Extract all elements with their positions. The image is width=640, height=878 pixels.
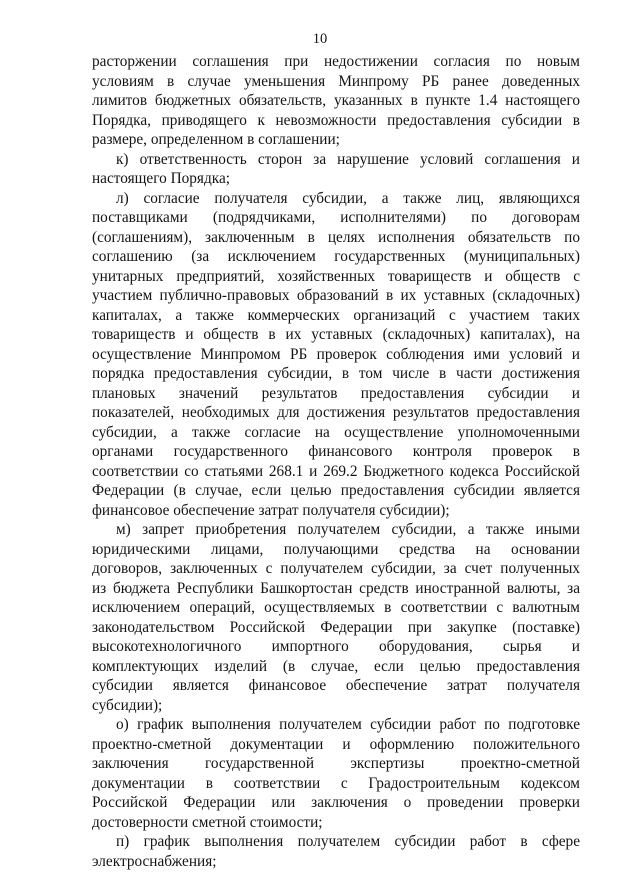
- text-line: субсидии, а также согласие на осуществление уполномоченными: [92, 423, 580, 441]
- text-line: субсидии является финансовое обеспечение затрат получателя: [92, 677, 580, 694]
- text-line: финансовое обеспечение затрат получателя субсидии);: [92, 501, 450, 519]
- text-line: субсидии);: [92, 696, 163, 714]
- text-line: к) ответственность сторон за нарушение условий соглашения и: [116, 150, 580, 168]
- paragraph: [92, 715, 580, 832]
- text-line: (соглашениям), заключенным в целях исполнения обязательств по: [92, 228, 580, 246]
- text-line: условиям в случае уменьшения Минпрому РБ ранее доведенных: [92, 72, 580, 90]
- text-line: исключением операций, осуществляемых в соответствии с валютным: [92, 599, 580, 616]
- text-line: комплектующих изделий (в случае, если целью предоставления: [92, 657, 580, 675]
- text-line: высокотехнологичного импортного оборудования, сырья и: [92, 638, 580, 655]
- text-line: унитарных предприятий, хозяйственных товариществ и обществ с: [92, 267, 580, 285]
- paragraph: [92, 189, 580, 521]
- text-line: показателей, необходимых для достижения результатов предоставления: [92, 404, 580, 421]
- text-line: договоров, заключенных с получателем субсидии, за счет полученных: [92, 560, 580, 577]
- text-line: настоящего Порядка;: [92, 170, 230, 187]
- paragraph: [92, 52, 580, 150]
- text-line: из бюджета Республики Башкортостан средств иностранной валюты, за: [92, 579, 580, 597]
- paragraph: [92, 520, 580, 715]
- text-line: участием публично-правовых образований в их уставных (складочных): [92, 287, 580, 304]
- paragraph: [92, 150, 580, 189]
- text-line: документации в соответствии с Градостроительным кодексом: [92, 774, 580, 792]
- text-line: достоверности сметной стоимости;: [92, 813, 323, 831]
- text-line: юридическими лицами, получающими средства на основании: [92, 540, 580, 558]
- text-line: органами государственного финансового контроля проверок в: [92, 443, 580, 460]
- text-line: проектно-сметной документации и оформлению положительного: [92, 735, 580, 753]
- text-line: плановых значений результатов предоставления субсидии и: [92, 384, 580, 402]
- text-line: соответствии со статьями 268.1 и 269.2 Бюджетного кодекса Российской: [92, 462, 580, 480]
- text-line: капиталах, а также коммерческих организаций с участием таких: [92, 306, 580, 324]
- text-line: п) график выполнения получателем субсидии работ в сфере: [116, 833, 580, 850]
- text-line: законодательством Российской Федерации при закупке (поставке): [92, 618, 580, 636]
- page-number: 10: [312, 31, 328, 47]
- text-line: л) согласие получателя субсидии, а также лиц, являющихся: [116, 189, 580, 207]
- text-line: электроснабжения;: [92, 852, 217, 870]
- text-line: осуществление Минпромом РБ проверок соблюдения ими условий и: [92, 345, 580, 363]
- text-line: лимитов бюджетных обязательств, указанных в пункте 1.4 настоящего: [92, 92, 580, 109]
- text-line: расторжении соглашения при недостижении согласия по новым: [92, 53, 580, 70]
- text-line: заключения государственной экспертизы проектно-сметной: [92, 755, 580, 772]
- text-line: размере, определенном в соглашении;: [92, 131, 340, 148]
- text-line: Российской Федерации или заключения о проведении проверки: [92, 794, 580, 811]
- text-line: поставщиками (подрядчиками, исполнителями) по договорам: [92, 209, 580, 226]
- paragraph: [92, 832, 580, 871]
- text-line: о) график выполнения получателем субсидии работ по подготовке: [116, 716, 580, 733]
- text-line: Порядка, приводящего к невозможности предоставления субсидии в: [92, 111, 580, 129]
- text-line: порядка предоставления субсидии, в том числе в части достижения: [92, 365, 580, 382]
- text-line: Федерации (в случае, если целью предоставления субсидии является: [92, 482, 580, 499]
- text-line: соглашению (за исключением государственных (муниципальных): [92, 248, 580, 265]
- text-line: товариществ и обществ в их уставных (складочных) капиталах), на: [92, 326, 580, 343]
- document-body: [92, 52, 580, 871]
- text-line: м) запрет приобретения получателем субсидии, а также иными: [116, 521, 580, 538]
